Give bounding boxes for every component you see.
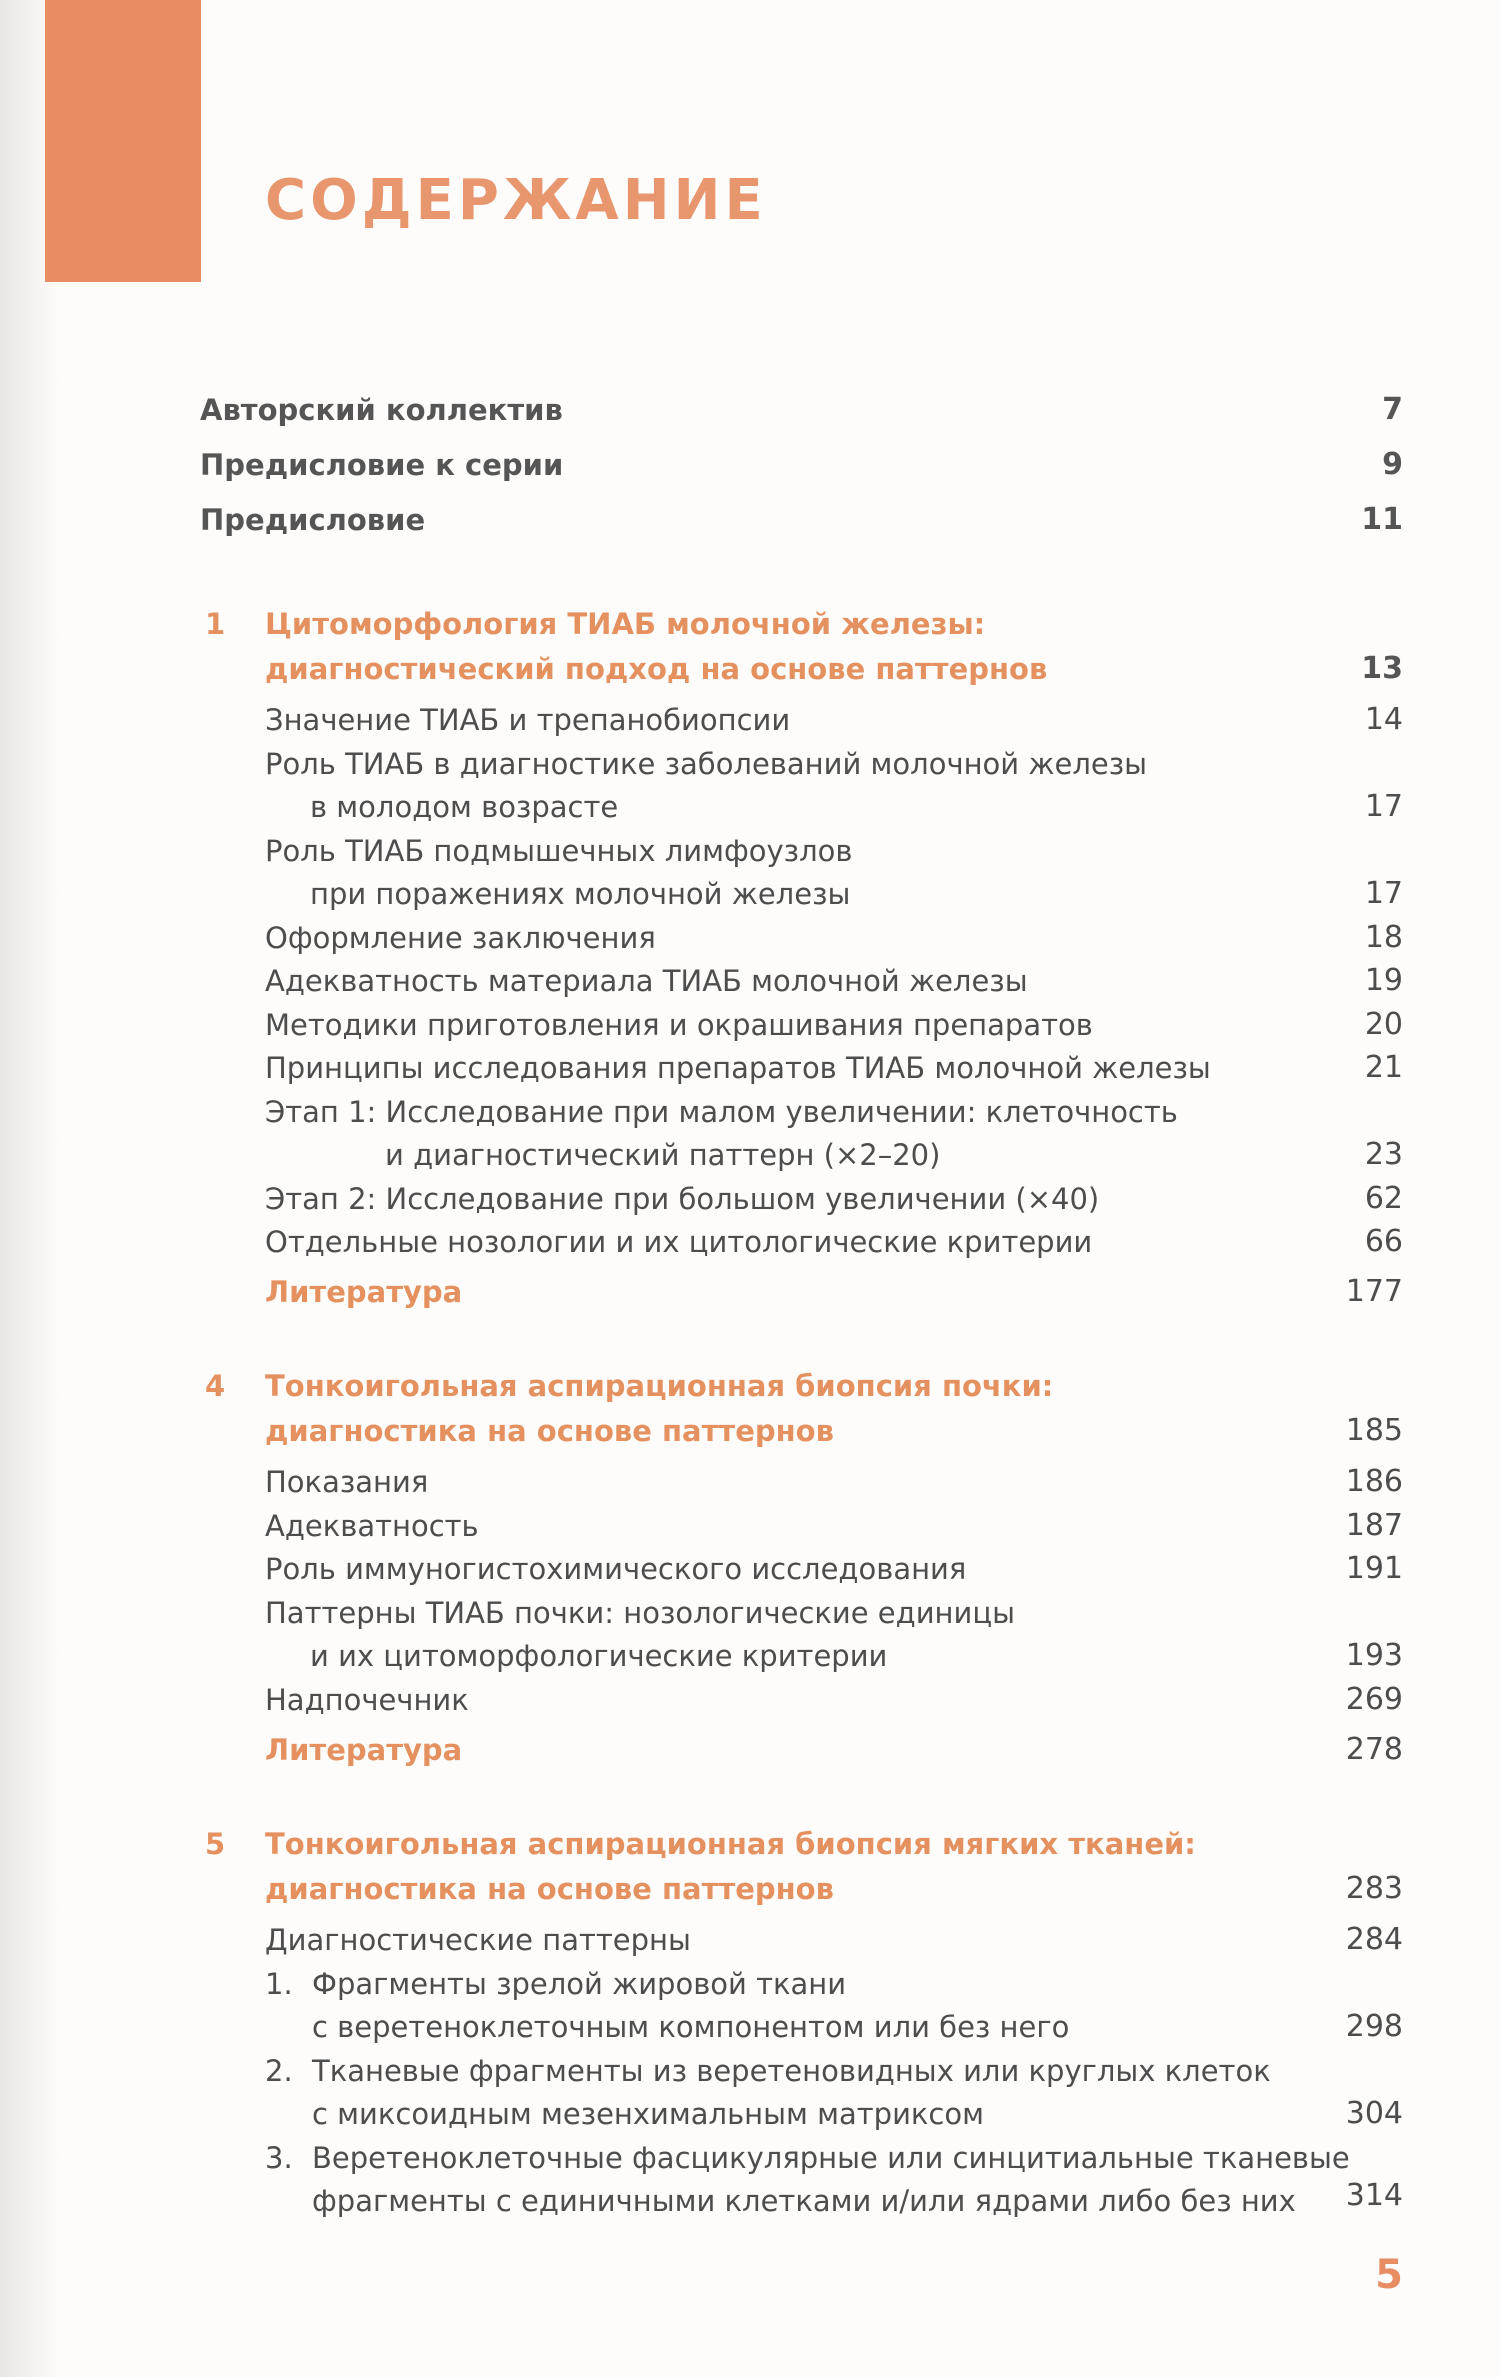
chapter-number: 1 [205, 607, 226, 641]
toc-page: 17 [1364, 876, 1403, 911]
chapter-number: 4 [205, 1369, 226, 1403]
toc-entry-literature[interactable]: Литература [265, 1733, 463, 1767]
toc-entry[interactable]: Отдельные нозологии и их цитологические критерии [265, 1225, 1093, 1259]
toc-page: 193 [1345, 1638, 1403, 1673]
toc-entry[interactable]: Значение ТИАБ и трепанобиопсии [265, 703, 791, 737]
toc-entry[interactable]: Роль ТИАБ подмышечных лимфоузлов [265, 834, 853, 868]
toc-page: 314 [1345, 2178, 1403, 2213]
list-number: 2. [265, 2054, 293, 2088]
toc-page: 21 [1364, 1050, 1403, 1085]
toc-entry-cont[interactable]: и их цитоморфологические критерии [310, 1639, 888, 1673]
chapter-title[interactable]: Тонкоигольная аспирационная биопсия мягких тканей: [265, 1827, 1196, 1861]
chapter-title[interactable]: Тонкоигольная аспирационная биопсия почки: [265, 1369, 1054, 1403]
toc-entry[interactable]: Паттерны ТИАБ почки: нозологические единицы [265, 1596, 1015, 1630]
toc-entry-cont[interactable]: с миксоидным мезенхимальным матриксом [312, 2097, 984, 2131]
toc-entry-authors[interactable]: Авторский коллектив [200, 393, 563, 427]
toc-page: 298 [1345, 2009, 1403, 2044]
toc-entry[interactable]: Адекватность [265, 1509, 479, 1543]
toc-entry-preface[interactable]: Предисловие [200, 503, 426, 537]
toc-page: 20 [1364, 1007, 1403, 1042]
chapter-number: 5 [205, 1827, 226, 1861]
toc-page-preface: 11 [1361, 502, 1403, 537]
chapter-title-cont[interactable]: диагностика на основе паттернов [265, 1414, 834, 1448]
toc-page: 66 [1364, 1224, 1403, 1259]
toc-entry[interactable]: Этап 2: Исследование при большом увеличении (×40) [265, 1182, 1100, 1216]
chapter-page: 283 [1345, 1871, 1403, 1906]
toc-page: 304 [1345, 2096, 1403, 2131]
toc-entry[interactable]: Роль ТИАБ в диагностике заболеваний молочной железы [265, 747, 1148, 781]
toc-entry[interactable]: Показания [265, 1465, 429, 1499]
list-number: 3. [265, 2141, 293, 2175]
toc-entry[interactable]: Методики приготовления и окрашивания препаратов [265, 1008, 1093, 1042]
toc-page: 191 [1345, 1551, 1403, 1586]
toc-page: 186 [1345, 1464, 1403, 1499]
toc-page: 23 [1364, 1137, 1403, 1172]
chapter-page: 185 [1345, 1413, 1403, 1448]
page-number: 5 [1375, 2252, 1403, 2298]
toc-entry-series-preface[interactable]: Предисловие к серии [200, 448, 564, 482]
toc-entry[interactable]: Роль иммуногистохимического исследования [265, 1552, 967, 1586]
toc-page: 187 [1345, 1508, 1403, 1543]
toc-entry[interactable]: Диагностические паттерны [265, 1923, 691, 1957]
toc-page: 284 [1345, 1922, 1403, 1957]
toc-page: 62 [1364, 1181, 1403, 1216]
chapter-title-cont[interactable]: диагностический подход на основе паттернов [265, 652, 1048, 686]
toc-entry[interactable]: Оформление заключения [265, 921, 656, 955]
toc-entry-literature[interactable]: Литература [265, 1275, 463, 1309]
toc-entry[interactable]: Принципы исследования препаратов ТИАБ молочной железы [265, 1051, 1211, 1085]
toc-entry-cont[interactable]: фрагменты с единичными клетками и/или ядрами либо без них [312, 2184, 1296, 2218]
chapter-title[interactable]: Цитоморфология ТИАБ молочной железы: [265, 607, 986, 641]
toc-entry-cont[interactable]: при поражениях молочной железы [310, 877, 851, 911]
toc-entry[interactable]: Адекватность материала ТИАБ молочной железы [265, 964, 1028, 998]
toc-page: 269 [1345, 1682, 1403, 1717]
toc-page: 18 [1364, 920, 1403, 955]
toc-entry[interactable]: Веретеноклеточные фасцикулярные или синцитиальные тканевые [312, 2141, 1350, 2175]
chapter-page: 13 [1361, 651, 1403, 686]
toc-entry-cont[interactable]: в молодом возрасте [310, 790, 619, 824]
toc-page: 17 [1364, 789, 1403, 824]
page-title: СОДЕРЖАНИЕ [265, 168, 767, 233]
toc-page-series-preface: 9 [1382, 447, 1403, 482]
chapter-title-cont[interactable]: диагностика на основе паттернов [265, 1872, 834, 1906]
toc-entry-cont[interactable]: и диагностический паттерн (×2–20) [385, 1138, 941, 1172]
toc-page-literature: 278 [1345, 1732, 1403, 1767]
toc-page: 19 [1364, 963, 1403, 998]
toc-entry[interactable]: Надпочечник [265, 1683, 469, 1717]
toc-entry[interactable]: Фрагменты зрелой жировой ткани [312, 1967, 847, 2001]
toc-entry[interactable]: Этап 1: Исследование при малом увеличении: клеточность [265, 1095, 1178, 1129]
list-number: 1. [265, 1967, 293, 2001]
toc-entry-cont[interactable]: с веретеноклеточным компонентом или без него [312, 2010, 1070, 2044]
toc-page: 14 [1364, 702, 1403, 737]
toc-page-literature: 177 [1345, 1274, 1403, 1309]
toc-page-authors: 7 [1382, 392, 1403, 427]
toc-entry[interactable]: Тканевые фрагменты из веретеновидных или круглых клеток [312, 2054, 1271, 2088]
